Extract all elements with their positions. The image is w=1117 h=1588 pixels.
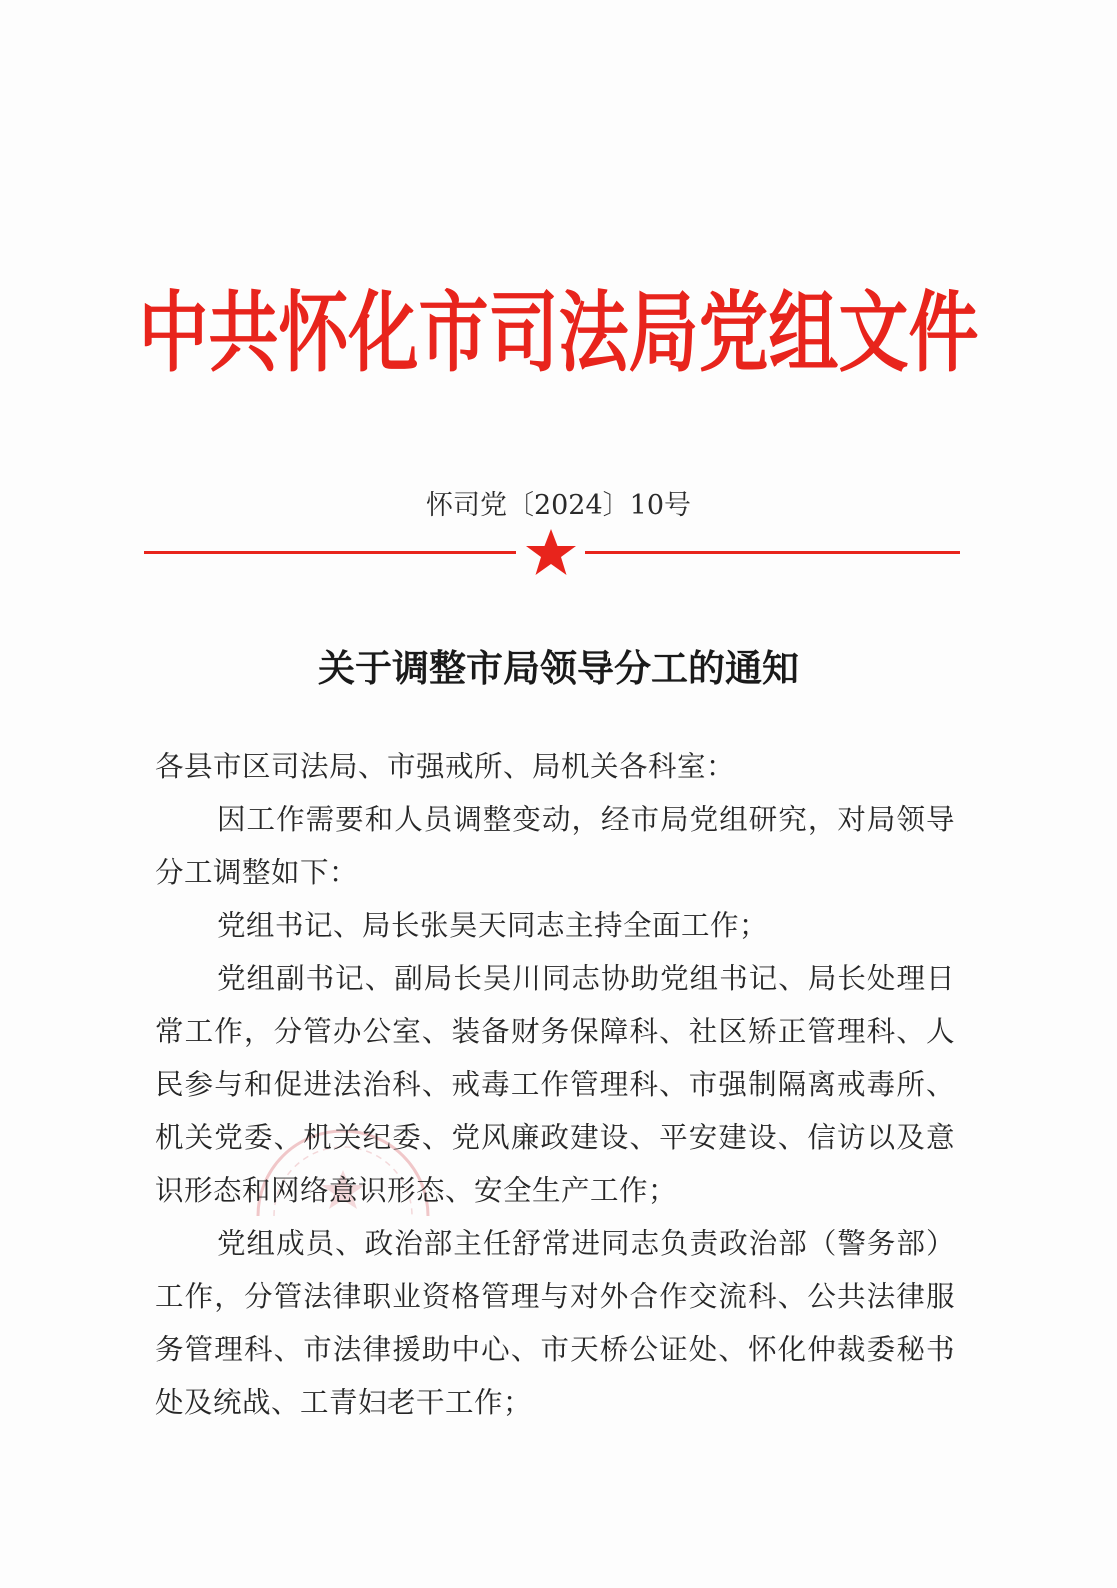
red-star-icon bbox=[524, 527, 578, 577]
intro-paragraph: 因工作需要和人员调整变动，经市局党组研究，对局领导分工调整如下： bbox=[155, 803, 955, 889]
document-body bbox=[155, 740, 955, 1429]
assignment-paragraph: 党组书记、局长张昊天同志主持全面工作； bbox=[217, 909, 769, 942]
document-title: 关于调整市局领导分工的通知 bbox=[318, 646, 799, 690]
document-number: 怀司党〔2024〕10号 bbox=[425, 490, 692, 521]
document-masthead: 中共怀化市司法局党组文件 bbox=[138, 281, 979, 385]
red-divider-left bbox=[144, 551, 516, 554]
salutation-paragraph: 各县市区司法局、市强戒所、局机关各科室： bbox=[155, 750, 736, 783]
assignment-paragraph: 党组副书记、副局长吴川同志协助党组书记、局长处理日常工作，分管办公室、装备财务保障科、社区矫正管理科、人民参与和促进法治科、戒毒工作管理科、市强制隔离戒毒所、机关党委、机关纪委、党风廉政建设、平安建设、信访以及意识形态和网络意识形态、安全生产工作； bbox=[155, 962, 955, 1207]
red-divider-right bbox=[585, 551, 960, 554]
assignment-paragraph: 党组成员、政治部主任舒常进同志负责政治部（警务部）工作，分管法律职业资格管理与对外合作交流科、公共法律服务管理科、市法律援助中心、市天桥公证处、怀化仲裁委秘书处及统战、工青妇老干工作； bbox=[155, 1227, 955, 1419]
